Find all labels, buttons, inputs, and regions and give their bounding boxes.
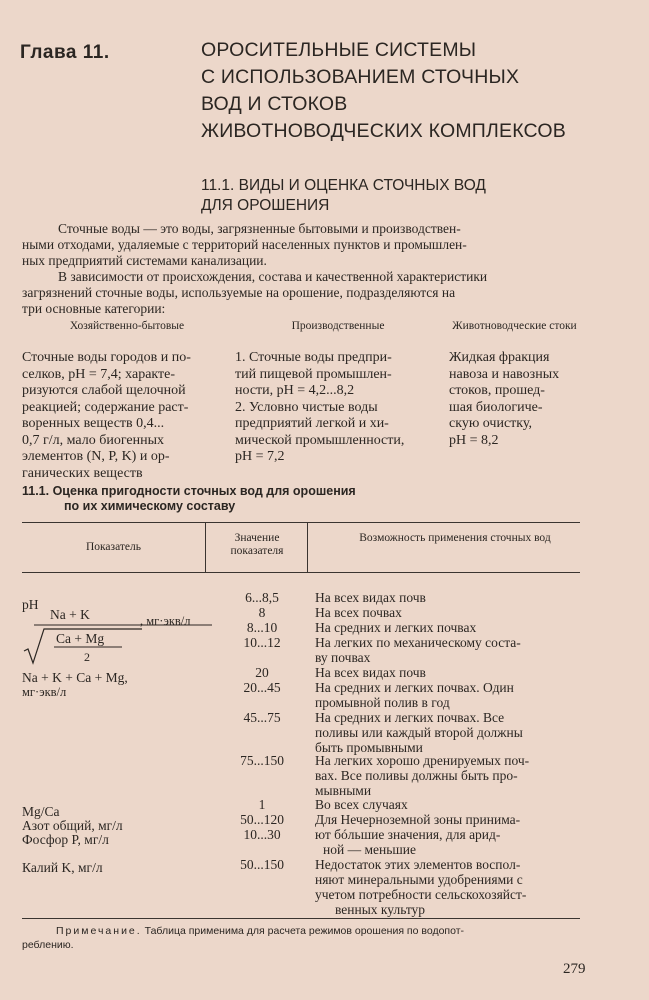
value-cell: 8...10 (246, 620, 278, 635)
table-note (22, 924, 465, 952)
possibility-cell (315, 857, 583, 917)
value-cell: 50...120 (240, 812, 284, 827)
indicator-nitrogen: Азот общий, мг/л (22, 818, 123, 833)
indicator-cation-sum: Na + K + Ca + Mg, (22, 670, 128, 685)
possibility-line: На средних и легких почвах (315, 620, 477, 635)
category-line: стоков, прошед- (449, 383, 545, 398)
header-value: Значение показателя (230, 532, 284, 557)
possibility-line: венных культур (335, 902, 426, 917)
formula-denominator-top: Ca + Mg (56, 631, 105, 646)
possibility-cell (315, 590, 583, 605)
chapter-title (201, 37, 621, 145)
possibility-line: ной — меньшие (323, 842, 416, 857)
possibility-line: вах. Все поливы должны быть про- (315, 768, 518, 783)
category-line: Сточные воды городов и по- (22, 350, 191, 365)
formula-unit: , мг·экв/л (140, 614, 191, 628)
chapter-label: Глава 11. (20, 42, 110, 63)
chapter-title-line: ОРОСИТЕЛЬНЫЕ СИСТЕМЫ (201, 39, 477, 61)
category-line: ризуются слабой щелочной (22, 383, 186, 398)
value-cell: 6...8,5 (245, 590, 279, 605)
paragraph-line: В зависимости от происхождения, состава и качественной характеристики (58, 269, 488, 284)
category-household-text (22, 350, 191, 482)
possibility-line: На легких хорошо дренируемых поч- (315, 753, 530, 768)
possibility-cell (315, 635, 583, 665)
table-column-divider (307, 522, 308, 572)
header-indicator: Показатель (85, 541, 142, 553)
possibility-line: На средних и легких почвах. Один (315, 680, 514, 695)
possibility-cell (315, 680, 583, 710)
category-line: тий пищевой промышлен- (235, 366, 392, 382)
caption-line: 11.1. Оценка пригодности сточных вод для орошения (22, 484, 356, 498)
value-cell: 45...75 (243, 710, 281, 725)
possibility-line: учетом потребности сельскохозяйст- (315, 887, 527, 902)
possibility-line: няют минеральными удобрениями с (315, 872, 523, 887)
section-title-line: ДЛЯ ОРОШЕНИЯ (201, 197, 330, 214)
possibility-line: поливы или каждый второй должны (315, 725, 523, 740)
possibility-cell (315, 710, 583, 755)
category-header-livestock: Животноводческие стоки (452, 320, 577, 332)
note-label: Примечание. (56, 925, 142, 937)
value-cell: 20 (255, 665, 269, 680)
category-line: мической промышленности, (235, 432, 405, 448)
possibility-cell (315, 753, 583, 798)
category-line: шая биологиче- (449, 399, 543, 415)
possibility-line: быть промывными (315, 740, 423, 755)
value-cell: 20...45 (243, 680, 281, 695)
table-column-divider (205, 522, 206, 572)
category-line: навоза и навозных (449, 366, 560, 382)
paragraph-line: три основные категории: (22, 301, 166, 316)
possibility-line: мывными (315, 783, 372, 798)
possibility-line: На всех видах почв (315, 665, 426, 680)
paragraph-classification (22, 269, 582, 317)
possibility-line: Во всех случаях (315, 797, 408, 812)
possibility-line: ют бóльшие значения, для арид- (315, 827, 501, 842)
chapter-title-line: ВОД И СТОКОВ (201, 93, 348, 115)
possibility-line: Для Нечерноземной зоны принима- (315, 812, 521, 827)
possibility-line: На всех видах почв (315, 590, 426, 605)
chapter-title-line: С ИСПОЛЬЗОВАНИЕМ СТОЧНЫХ (201, 66, 520, 88)
table-top-rule (22, 522, 580, 523)
category-line: ности, pH = 4,2...8,2 (235, 383, 355, 398)
chapter-title-line: ЖИВОТНОВОДЧЕСКИХ КОМПЛЕКСОВ (201, 120, 566, 142)
category-line: реакцией; содержание раст- (22, 399, 189, 415)
category-line: pH = 8,2 (449, 432, 499, 448)
value-cell: 8 (258, 605, 266, 620)
indicator-phosphorus: Фосфор P, мг/л (22, 832, 109, 847)
header-possibility: Возможность применения сточных вод (359, 532, 551, 544)
possibility-line: промывной полив в год (315, 695, 450, 710)
section-title (201, 176, 601, 216)
category-line: предприятий легкой и хи- (235, 416, 389, 431)
value-cell: 10...30 (243, 827, 281, 842)
possibility-cell (315, 797, 583, 812)
value-cell: 1 (258, 797, 266, 812)
possibility-line: На легких по механическому соста- (315, 635, 521, 650)
table-header-rule (22, 572, 580, 573)
category-line: ганических веществ (22, 465, 143, 481)
category-line: элементов (N, P, K) и ор- (22, 449, 170, 464)
paragraph-definition (22, 221, 582, 269)
category-industrial-text (235, 350, 404, 466)
indicator-cation-sum-unit: мг·экв/л (22, 685, 67, 699)
indicator-potassium: Калий K, мг/л (22, 860, 103, 875)
table-caption (22, 484, 356, 514)
category-line: Жидкая фракция (449, 350, 550, 365)
indicator-mg-ca: Mg/Ca (22, 804, 60, 819)
indicator-ph: pH (22, 597, 39, 612)
possibility-cell (315, 620, 583, 635)
possibility-line: На всех почвах (315, 605, 402, 620)
paragraph-line: ными отходами, удаляемые с территорий населенных пунктов и промышлен- (22, 237, 467, 252)
category-line: скую очистку, (449, 416, 532, 431)
category-livestock-text (449, 350, 559, 449)
paragraph-line: ных предприятий системами канализации. (22, 253, 267, 268)
possibility-line: ву почвах (315, 650, 371, 665)
possibility-line: Недостаток этих элементов воспол- (315, 857, 521, 872)
possibility-cell (315, 605, 583, 620)
category-header-household: Хозяйственно-бытовые (69, 320, 185, 332)
indicator-sar-formula (22, 605, 232, 665)
category-header-industrial: Производственные (291, 320, 385, 332)
category-line: 0,7 г/л, мало биогенных (22, 432, 164, 448)
section-title-line: 11.1. ВИДЫ И ОЦЕНКА СТОЧНЫХ ВОД (201, 177, 486, 194)
possibility-line: На средних и легких почвах. Все (315, 710, 505, 725)
paragraph-line: загрязнений сточные воды, используемые на орошение, подразделяются на (22, 285, 456, 300)
note-text-continued: реблению. (22, 939, 74, 951)
category-line: селков, pH = 7,4; характе- (22, 366, 176, 382)
paragraph-line: Сточные воды — это воды, загрязненные бытовыми и производствен- (58, 221, 461, 236)
category-line: pH = 7,2 (235, 449, 285, 464)
formula-numerator: Na + K (50, 607, 90, 622)
caption-line: по их химическому составу (64, 499, 236, 513)
category-line: воренных веществ 0,4... (22, 416, 165, 431)
formula-denominator-bottom: 2 (84, 650, 90, 664)
value-cell: 75...150 (240, 753, 284, 768)
value-cell: 50...150 (240, 857, 284, 872)
table-bottom-rule (22, 918, 580, 919)
possibility-cell (315, 812, 583, 857)
category-line: 1. Сточные воды предпри- (235, 350, 392, 365)
possibility-cell (315, 665, 583, 680)
category-line: 2. Условно чистые воды (235, 399, 378, 415)
note-text: Таблица применима для расчета режимов орошения по водопот- (144, 925, 465, 937)
page-number: 279 (563, 961, 586, 977)
value-cell: 10...12 (243, 635, 281, 650)
